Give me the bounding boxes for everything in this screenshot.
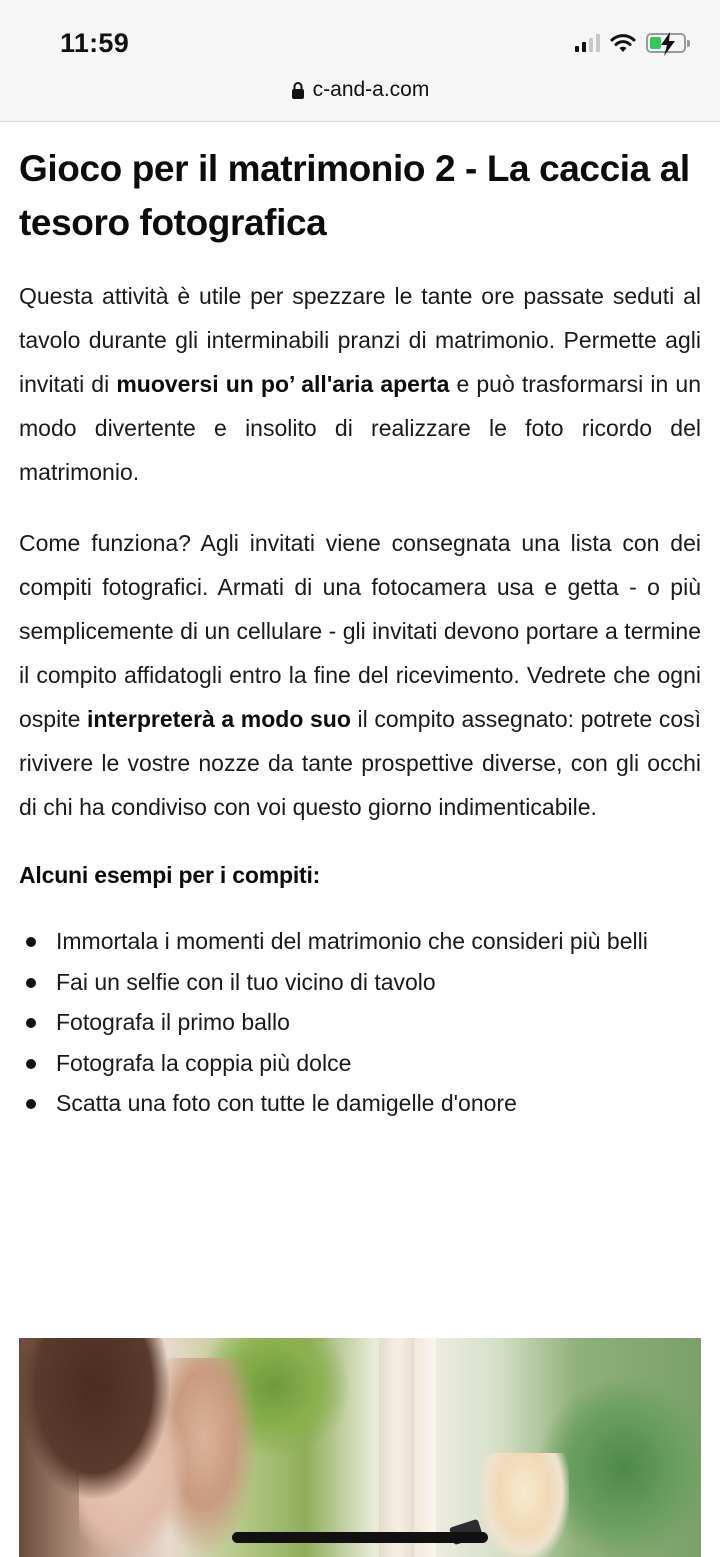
paragraph-bold-text: muoversi un po’ all'aria aperta xyxy=(116,371,450,397)
list-item: Immortala i momenti del matrimonio che consideri più belli xyxy=(19,921,701,962)
paragraph-text: e può trasformarsi in un modo divertente e insolito di realizzare le foto ricordo del matrimonio. xyxy=(19,371,701,485)
tasks-subheading: Alcuni esempi per i compiti: xyxy=(19,862,321,888)
page-title: Gioco per il matrimonio 2 - La caccia al tesoro fotografica xyxy=(19,148,690,243)
list-item: Fotografa la coppia più dolce xyxy=(19,1043,701,1084)
list-item: Scatta una foto con tutte le damigelle d'onore xyxy=(19,1083,701,1124)
status-time: 11:59 xyxy=(60,28,130,58)
paragraph-bold-text: interpreterà a modo suo xyxy=(86,706,351,732)
url-text[interactable]: c-and-a.com xyxy=(312,78,430,101)
wifi-icon xyxy=(610,33,636,53)
lock-icon xyxy=(291,81,305,99)
list-item: Fai un selfie con il tuo vicino di tavolo xyxy=(19,962,701,1003)
article xyxy=(19,142,701,1124)
browser-chrome xyxy=(0,0,720,122)
tasks-list xyxy=(19,921,701,1124)
how-it-works-paragraph xyxy=(19,521,701,829)
cellular-signal-icon xyxy=(575,34,600,52)
status-icons xyxy=(575,33,686,53)
address-bar[interactable] xyxy=(0,78,720,102)
home-indicator[interactable] xyxy=(232,1532,488,1543)
battery-charging-icon xyxy=(646,33,686,53)
paragraph-text: il compito assegnato: potrete così rivivere le vostre nozze da tante prospettive diverse, con gli occhi di chi ha condiviso con voi questo giorno indimenticabile. xyxy=(19,706,701,820)
paragraph-text: Questa attività è utile per spezzare le tante ore passate seduti al tavolo durante gli interminabili pranzi di matrimonio. Permette agli invitati di xyxy=(19,283,701,397)
list-item: Fotografa il primo ballo xyxy=(19,1002,701,1043)
paragraph-text: Come funziona? Agli invitati viene consegnata una lista con dei compiti fotografici. Armati di una fotocamera usa e getta - o più semplicemente di un cellulare - gli invitati devono portare a termine il compito affidatogli entro la fine del ricevimento. Vedrete che ogni ospite xyxy=(19,530,701,732)
article-photo xyxy=(19,1338,701,1557)
intro-paragraph xyxy=(19,274,701,494)
